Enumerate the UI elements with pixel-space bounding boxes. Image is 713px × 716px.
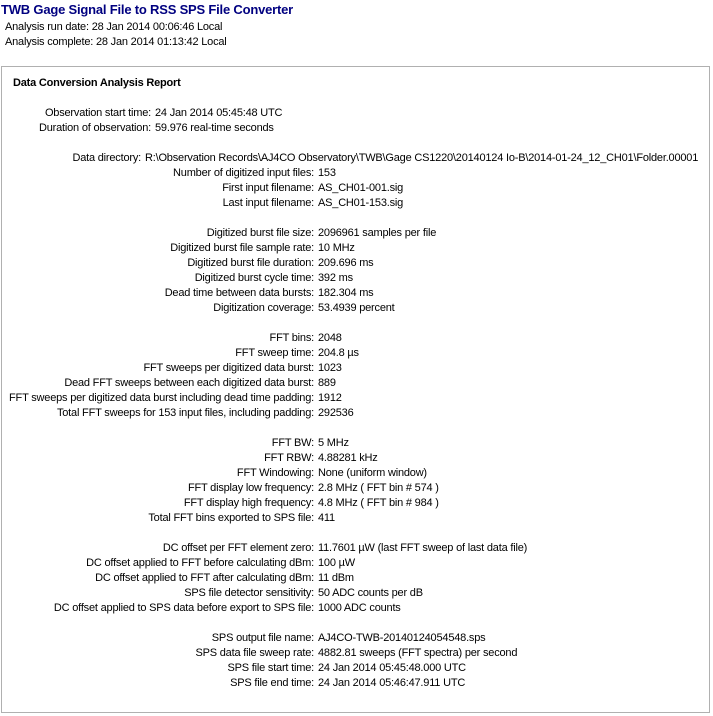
- report-row: [2, 601, 709, 616]
- field-value: 50 ADC counts per dB: [318, 587, 423, 599]
- field-label: SPS file start time:: [227, 662, 314, 674]
- field-label: Last input filename:: [222, 197, 314, 209]
- report-row: [2, 121, 709, 136]
- field-label: SPS file end time:: [230, 677, 314, 689]
- report-row: [2, 556, 709, 571]
- field-value: 5 MHz: [318, 437, 349, 449]
- report-row: [2, 331, 709, 346]
- report-row: [2, 301, 709, 316]
- analysis-complete: Analysis complete: 28 Jan 2014 01:13:42 Local: [5, 36, 227, 48]
- field-value: 209.696 ms: [318, 257, 374, 269]
- report-section-5: [2, 436, 709, 526]
- field-label: FFT display high frequency:: [183, 497, 314, 509]
- field-value: 11.7601 µW (last FFT sweep of last data file): [318, 542, 528, 554]
- report-section-3: [2, 226, 709, 316]
- field-value: 2096961 samples per file: [318, 227, 437, 239]
- report-groupbox: [1, 66, 710, 713]
- field-label: DC offset per FFT element zero:: [162, 542, 314, 554]
- app-title: TWB Gage Signal File to RSS SPS File Converter: [1, 2, 294, 17]
- field-value: 24 Jan 2014 05:45:48.000 UTC: [318, 662, 466, 674]
- report-sections: [2, 106, 709, 691]
- report-row: [2, 571, 709, 586]
- report-section-7: [2, 631, 709, 691]
- field-label: FFT Windowing:: [236, 467, 314, 479]
- report-row: [2, 406, 709, 421]
- report-row: [2, 106, 709, 121]
- report-row: [2, 271, 709, 286]
- field-value: 2.8 MHz ( FFT bin # 574 ): [318, 482, 439, 494]
- report-row: [2, 376, 709, 391]
- field-label: Total FFT sweeps for 153 input files, including padding:: [56, 407, 314, 419]
- report-row: [2, 226, 709, 241]
- report-row: [2, 436, 709, 451]
- field-value: 292536: [318, 407, 354, 419]
- field-label: FFT sweeps per digitized data burst:: [143, 362, 314, 374]
- page-header: [0, 0, 713, 50]
- report-row: [2, 661, 709, 676]
- report-section-4: [2, 331, 709, 421]
- report-section-6: [2, 541, 709, 616]
- report-row: [2, 286, 709, 301]
- report-row: [2, 466, 709, 481]
- field-label: FFT BW:: [271, 437, 314, 449]
- field-value: AS_CH01-153.sig: [318, 197, 404, 209]
- report-row: [2, 361, 709, 376]
- field-value: 59.976 real-time seconds: [155, 122, 274, 134]
- field-label: FFT display low frequency:: [187, 482, 314, 494]
- field-label: FFT sweep time:: [235, 347, 314, 359]
- field-label: FFT RBW:: [264, 452, 314, 464]
- analysis-run-date: Analysis run date: 28 Jan 2014 00:06:46 Local: [5, 21, 223, 33]
- field-value: 4.8 MHz ( FFT bin # 984 ): [318, 497, 439, 509]
- report-row: [2, 646, 709, 661]
- field-value: 1000 ADC counts: [318, 602, 401, 614]
- field-label: Digitized burst cycle time:: [194, 272, 314, 284]
- field-label: Digitized burst file duration:: [187, 257, 314, 269]
- field-label: Dead time between data bursts:: [164, 287, 314, 299]
- field-label: DC offset applied to FFT before calculating dBm:: [86, 557, 314, 569]
- report-row: [2, 346, 709, 361]
- field-value: 182.304 ms: [318, 287, 374, 299]
- report-section-1: [2, 106, 709, 136]
- report-row: [2, 481, 709, 496]
- report-row: [2, 541, 709, 556]
- field-value: 153: [318, 167, 336, 179]
- report-row: [2, 391, 709, 406]
- report-row: [2, 151, 709, 166]
- report-row: [2, 181, 709, 196]
- field-label: Number of digitized input files:: [173, 167, 314, 179]
- field-label: First input filename:: [222, 182, 314, 194]
- field-value: None (uniform window): [318, 467, 427, 479]
- field-value: 2048: [318, 332, 342, 344]
- field-label: Dead FFT sweeps between each digitized data burst:: [64, 377, 314, 389]
- field-value: 204.8 µs: [318, 347, 359, 359]
- field-label: SPS file detector sensitivity:: [184, 587, 314, 599]
- field-value: AJ4CO-TWB-20140124054548.sps: [318, 632, 486, 644]
- report-row: [2, 496, 709, 511]
- report-row: [2, 166, 709, 181]
- field-label: Data directory:: [72, 152, 141, 164]
- report-row: [2, 196, 709, 211]
- field-label: Total FFT bins exported to SPS file:: [148, 512, 314, 524]
- field-value: 24 Jan 2014 05:45:48 UTC: [155, 107, 283, 119]
- field-value: 1912: [318, 392, 342, 404]
- report-row: [2, 631, 709, 646]
- report-row: [2, 586, 709, 601]
- field-label: FFT bins:: [269, 332, 314, 344]
- field-value: 24 Jan 2014 05:46:47.911 UTC: [318, 677, 466, 689]
- field-value: 392 ms: [318, 272, 353, 284]
- report-row: [2, 511, 709, 526]
- field-label: DC offset applied to FFT after calculating dBm:: [95, 572, 314, 584]
- report-heading: Data Conversion Analysis Report: [13, 77, 181, 89]
- field-label: SPS output file name:: [211, 632, 314, 644]
- field-label: Digitization coverage:: [213, 302, 314, 314]
- field-label: FFT sweeps per digitized data burst including dead time padding:: [9, 392, 314, 404]
- field-value: 11 dBm: [318, 572, 354, 584]
- field-label: DC offset applied to SPS data before export to SPS file:: [53, 602, 314, 614]
- field-label: Digitized burst file sample rate:: [170, 242, 314, 254]
- field-value: R:\Observation Records\AJ4CO Observatory\TWB\Gage CS1220\20140124 Io-B\2014-01-24_12_CH01\Folder.00001: [145, 152, 699, 164]
- field-value: AS_CH01-001.sig: [318, 182, 404, 194]
- field-value: 4882.81 sweeps (FFT spectra) per second: [318, 647, 518, 659]
- report-row: [2, 451, 709, 466]
- field-label: Duration of observation:: [39, 122, 151, 134]
- field-label: SPS data file sweep rate:: [195, 647, 314, 659]
- field-value: 889: [318, 377, 336, 389]
- field-value: 53.4939 percent: [318, 302, 395, 314]
- field-value: 4.88281 kHz: [318, 452, 378, 464]
- field-value: 1023: [318, 362, 342, 374]
- field-value: 100 µW: [318, 557, 355, 569]
- report-row: [2, 256, 709, 271]
- field-value: 10 MHz: [318, 242, 355, 254]
- report-row: [2, 241, 709, 256]
- field-label: Digitized burst file size:: [206, 227, 314, 239]
- report-section-2: [2, 151, 709, 211]
- field-label: Observation start time:: [44, 107, 151, 119]
- field-value: 411: [318, 512, 335, 524]
- report-row: [2, 676, 709, 691]
